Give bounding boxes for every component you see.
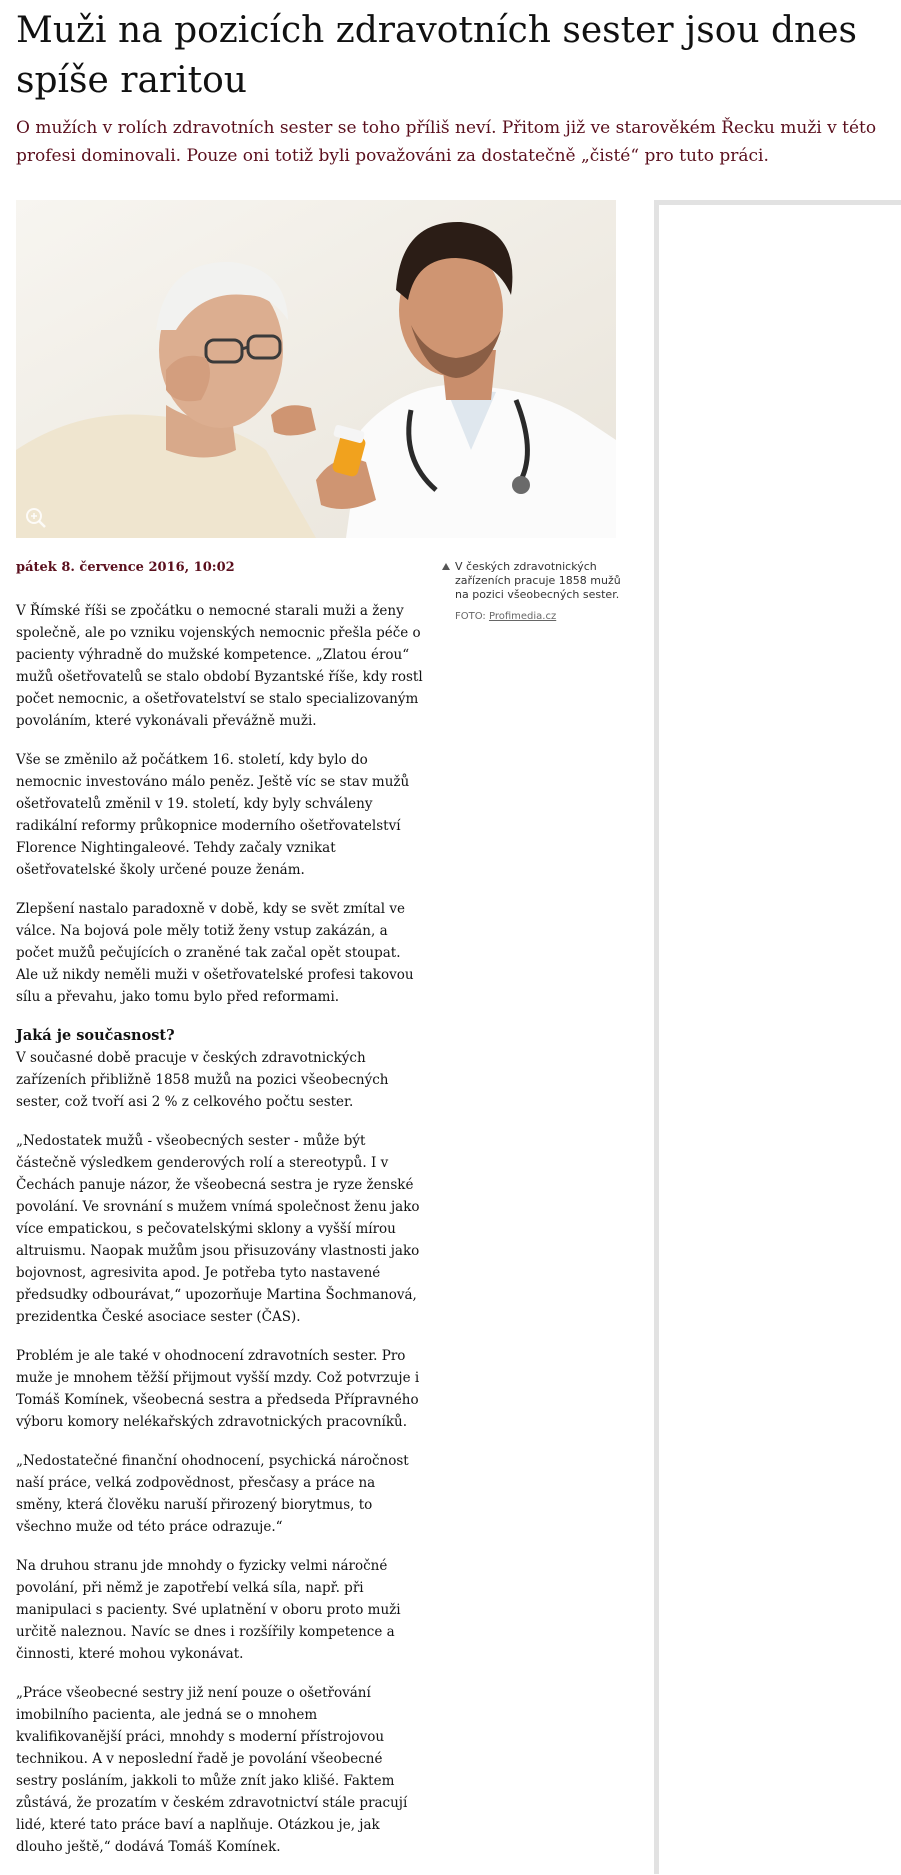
right-sidebar <box>654 200 901 1874</box>
paragraph: Problém je ale také v ohodnocení zdravotních sester. Pro muže je mnohem těžší přijmout vyšší mzdy. Což potvrzuje i Tomáš Komínek, všeobecná sestra a předseda Přípravného výboru komory nelékařských zdravotnických pracovníků. <box>16 1348 420 1430</box>
paragraph: „Práce všeobecné sestry již není pouze o ošetřování imobilního pacienta, ale jedná se o mnohem kvalifikovanější práci, mnohdy s moderní přístrojovou technikou. A v neposlední řadě je povolání všeobecné sestry posláním, jakkoli to může znít jako klišé. Faktem zůstává, že prozatím v českém zdravotnictví stále pracují lidé, které tato práce baví a naplňuje. Otázkou je, jak dlouho ještě,“ dodává Tomáš Komínek. <box>16 1685 408 1855</box>
article-photo[interactable] <box>16 200 616 538</box>
article-perex: O mužích v rolích zdravotních sester se toho příliš neví. Přitom již ve starověkém Řecku muži v této profesi dominovali. Pouze oni totiž byli považováni za dostatečně „čisté“ pro tuto práci. <box>16 118 877 166</box>
paragraph: Vše se změnilo až počátkem 16. století, kdy bylo do nemocnic investováno málo peněz. Ještě víc se stav mužů ošetřovatelů změnil v 19. století, kdy byly schváleny radikální reformy průkopnice moderního ošetřovatelství Florence Nightingaleové. Tehdy začaly vznikat ošetřovatelské školy určené pouze ženám. <box>16 752 410 878</box>
paragraph: Zlepšení nastalo paradoxně v době, kdy se svět zmítal ve válce. Na bojová pole měly totiž ženy vstup zakázán, a počet mužů pečujících o zraněné tak začal opět stoupat. Ale už nikdy neměli muži v ošetřovatelské profesi takovou sílu a převahu, jako tomu bylo před reformami. <box>16 901 414 1005</box>
paragraph: V Římské říši se zpočátku o nemocné starali muži a ženy společně, ale po vzniku vojenských nemocnic přešla péče o pacienty výhradně do mužské kompetence. „Zlatou érou“ mužů ošetřovatelů se stalo období Byzantské říše, kdy rostl počet nemocnic, a ošetřovatelství se stalo specializovaným povoláním, které vykonávali převážně muži. <box>16 603 423 729</box>
credit-source-link[interactable]: Profimedia.cz <box>488 611 557 622</box>
article-body <box>16 600 426 1875</box>
article-subheading: Jaká je současnost? <box>16 1027 175 1044</box>
credit-prefix: FOTO: <box>455 611 489 622</box>
caption-arrow-icon <box>442 563 450 570</box>
paragraph: „Nedostatečné finanční ohodnocení, psychická náročnost naší práce, velká zodpovědnost, přesčasy a práce na směny, která člověku naruší přirozený biorytmus, to všechno muže od této práce odrazuje.“ <box>16 1453 409 1535</box>
photo-caption <box>442 560 622 624</box>
paragraph: V současné době pracuje v českých zdravotnických zařízeních přibližně 1858 mužů na pozici všeobecných sester, což tvoří asi 2 % z celkového počtu sester. <box>16 1050 389 1110</box>
paragraph: Na druhou stranu jde mnohdy o fyzicky velmi náročné povolání, při němž je zapotřebí velká síla, např. při manipulaci s pacienty. Své uplatnění v oboru proto muži určitě naleznou. Navíc se dnes i rozšířily kompetence a činnosti, které mohou vykonávat. <box>16 1558 401 1662</box>
paragraph: „Nedostatek mužů - všeobecných sester - může být částečně výsledkem genderových rolí a stereotypů. I v Čechách panuje názor, že všeobecná sestra je ryze ženské povolání. Ve srovnání s mužem vnímá společnost ženu jako více empatickou, s pečovatelskými sklony a vyšší mírou altruismu. Naopak mužům jsou přisuzovány vlastnosti jako bojovnost, agresivita apod. Je potřeba tyto nastavené předsudky odbourávat,“ upozorňuje Martina Šochmanová, prezidentka České asociace sester (ČAS). <box>16 1133 420 1325</box>
zoom-icon[interactable] <box>24 506 48 530</box>
photo-illustration <box>16 200 616 538</box>
article-headline: Muži na pozicích zdravotních sester jsou dnes spíše raritou <box>16 10 858 101</box>
article-date: pátek 8. července 2016, 10:02 <box>16 560 235 575</box>
caption-text: V českých zdravotnických zařízeních pracuje 1858 mužů na pozici všeobecných sester. <box>455 560 621 601</box>
photo-credit <box>455 610 622 624</box>
